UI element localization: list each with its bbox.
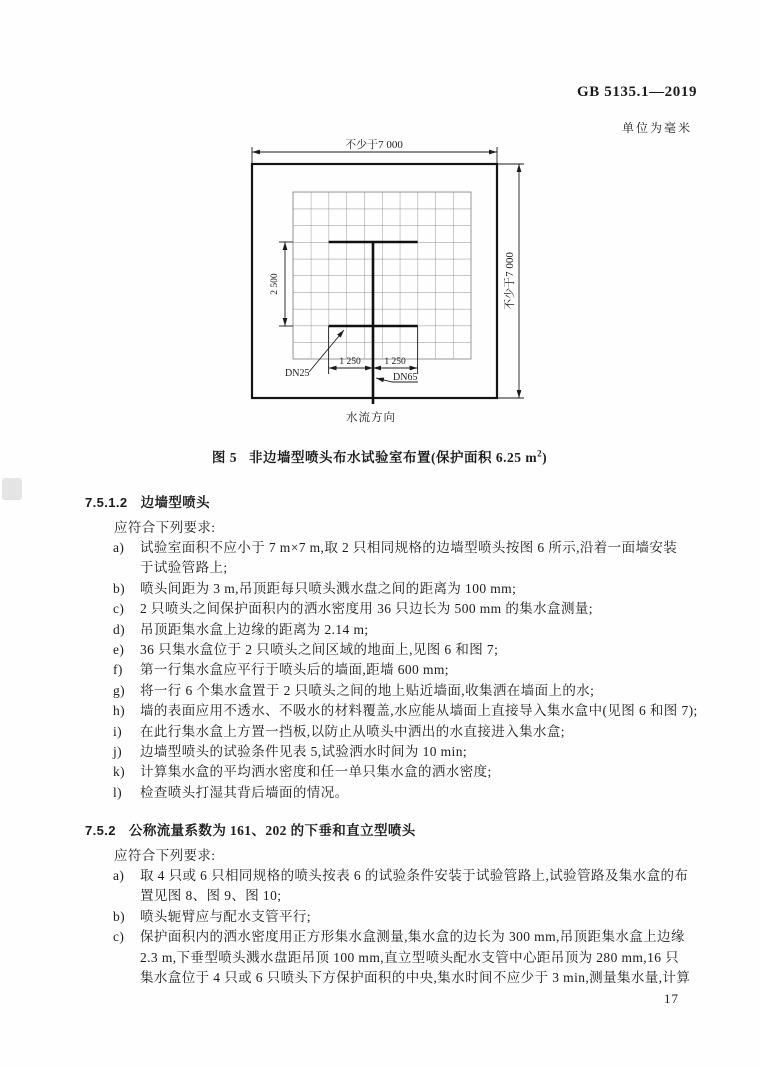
figure-5-caption-label: 图 5	[211, 450, 237, 465]
section-7512-number: 7.5.1.2	[85, 495, 128, 510]
collection-box-grid	[293, 192, 471, 359]
figure-5-caption	[0, 446, 759, 466]
list-item-k: k) 计算集水盒的平均洒水密度和任一单只集水盒的洒水密度;	[113, 764, 492, 780]
section-7512-heading	[85, 491, 210, 511]
section-7512-intro: 应符合下列要求:	[114, 520, 216, 535]
section-7512-title: 边墙型喷头	[140, 495, 211, 510]
section-7512-list	[113, 538, 698, 803]
list-item-a: a) 取 4 只或 6 只相同规格的喷头按表 6 的试验条件安装于试验管路上,试验管路及集水盒的布 置见图 8、图 9、图 10;	[113, 868, 689, 904]
section-752-list	[113, 866, 690, 988]
dn65-label: DN65	[393, 372, 418, 383]
standard-number: GB 5135.1—2019	[577, 84, 698, 100]
top-dimension-label: 不少于7 000	[345, 139, 403, 151]
unit-note: 单位为毫米	[622, 121, 693, 135]
list-item-d: d) 吊顶距集水盒上边缘的距离为 2.14 m;	[113, 621, 369, 637]
list-item-b: b) 喷头轭臂应与配水支管平行;	[113, 908, 311, 924]
figure-5-diagram	[230, 133, 546, 433]
figure-5-caption-title: 非边墙型喷头布水试验室布置(保护面积 6.25 m	[249, 450, 538, 465]
dn25-label: DN25	[285, 368, 310, 379]
list-item-i: i) 在此行集水盒上方置一挡板,以防止从喷头中洒出的水直接进入集水盒;	[113, 723, 565, 739]
list-item-a: a) 试验室面积不应小于 7 m×7 m,取 2 只相同规格的边墙型喷头按图 6 所示,沿着一面墙安装 于试验管路上;	[113, 540, 678, 576]
list-item-c: c) 保护面积内的洒水密度用正方形集水盒测量,集水盒的边长为 300 mm,吊顶距集水盒上边缘 2.3 m,下垂型喷头溅水盘距吊顶 100 mm,直立型喷头配水支管中心距吊顶为 280 mm,16 只 集水盒位于 4 只或 6 只喷头下方保护面积的中央,集水时间不应少于 3 min,测量集水量,计算	[113, 929, 691, 986]
h1250-left-label: 1 250	[339, 357, 361, 367]
list-item-f: f) 第一行集水盒应平行于喷头后的墙面,距墙 600 mm;	[113, 662, 449, 678]
list-item-h: h) 墙的表面应用不透水、不吸水的材料覆盖,水应能从墙面上直接导入集水盒中(见图 6 和图 7);	[113, 703, 698, 719]
page-number: 17	[664, 991, 679, 1006]
list-item-j: j) 边墙型喷头的试验条件见表 5,试验洒水时间为 10 min;	[113, 744, 468, 760]
figure-5-caption-superscript: 2	[537, 448, 543, 459]
flow-direction-label: 水流方向	[346, 412, 396, 424]
list-item-g: g) 将一行 6 个集水盒置于 2 只喷头之间的地上贴近墙面,收集洒在墙面上的水;	[113, 682, 595, 698]
section-752-intro: 应符合下列要求:	[114, 848, 216, 863]
list-item-l: l) 检查喷头打湿其背后墙面的情况。	[113, 784, 349, 800]
list-item-e: e) 36 只集水盒位于 2 只喷头之间区域的地面上,见图 6 和图 7;	[113, 642, 499, 658]
list-item-c: c) 2 只喷头之间保护面积内的洒水密度用 36 只边长为 500 mm 的集水盒测量;	[113, 601, 593, 617]
section-752-heading	[85, 819, 416, 839]
right-dimension-label: 不少于7 000	[504, 252, 516, 310]
figure-5-caption-suffix: )	[542, 450, 548, 465]
section-752-title: 公称流量系数为 161、202 的下垂和直立型喷头	[128, 823, 416, 838]
h1250-right-label: 1 250	[384, 357, 406, 367]
v2500-dimension-label: 2 500	[270, 273, 280, 295]
list-item-b: b) 喷头间距为 3 m,吊顶距每只喷头溅水盘之间的距离为 100 mm;	[113, 580, 517, 596]
section-752-number: 7.5.2	[85, 823, 116, 838]
scan-artifact-blob	[2, 478, 22, 500]
